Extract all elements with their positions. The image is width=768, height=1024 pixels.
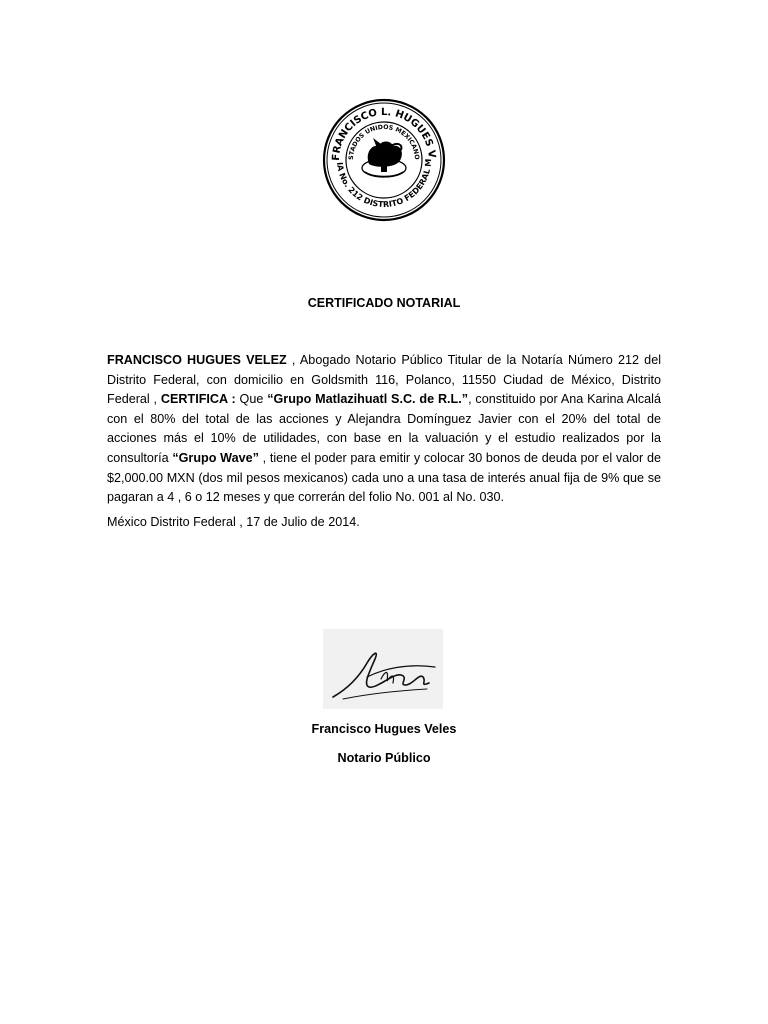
body-text-3: , constituido por Ana Karina Alcalá con el 80% del total de las acciones y Alejandra Domínguez Javier con el 20% del total de acciones más el 10% de utilidades, con base en la valuación y el estudio realizados por la consultoría — [107, 392, 661, 465]
document-title: CERTIFICADO NOTARIAL — [307, 296, 461, 310]
svg-text:LIC. FRANCISCO L. HUGUES VELEZ: FRANCISCO L. HUGUES V — [330, 106, 438, 161]
svg-text:ESTADOS UNIDOS MEXICANOS: STADOS UNIDOS MEXICANO — [347, 123, 421, 161]
body-text-4: , tiene el poder para emitir y colocar 30 bonos de deuda por el valor de $2,000.00 MXN (dos mil pesos mexicanos) cada uno a una tasa de interés anual fija de 9% que se pagaran a 4 , 6 o 12 meses y que correrán del folio No. 001 al No. 030. — [107, 450, 661, 505]
company-name: “Grupo Matlazihuatl S.C. de R.L.” — [267, 392, 469, 407]
certificate-body — [107, 351, 661, 508]
signature-image — [323, 629, 443, 709]
svg-text:NOTARIA No. 212 DISTRITO FEDER: IA No. 212 DISTRITO FEDERAL M — [335, 158, 434, 210]
signer-name: Francisco Hugues Veles — [311, 722, 457, 736]
consultant-name: “Grupo Wave” — [172, 450, 259, 465]
notary-seal-graphic — [321, 98, 447, 222]
signer-role: Notario Público — [337, 751, 431, 765]
place-and-date: México Distrito Federal , 17 de Julio de 2014. — [107, 515, 360, 529]
notary-seal — [321, 98, 447, 222]
body-text-2: Que — [235, 392, 268, 407]
eagle-emblem-icon — [362, 138, 406, 177]
signature-graphic — [323, 629, 443, 709]
certifica-label: CERTIFICA : — [160, 392, 236, 407]
body-text-1: , Abogado Notario Público Titular de la Notaría Número 212 del Distrito Federal, con domicilio en Goldsmith 116, Polanco, 11550 Ciudad de México, Distrito Federal , — [107, 353, 661, 407]
notary-name: FRANCISCO HUGUES VELEZ — [107, 353, 287, 367]
